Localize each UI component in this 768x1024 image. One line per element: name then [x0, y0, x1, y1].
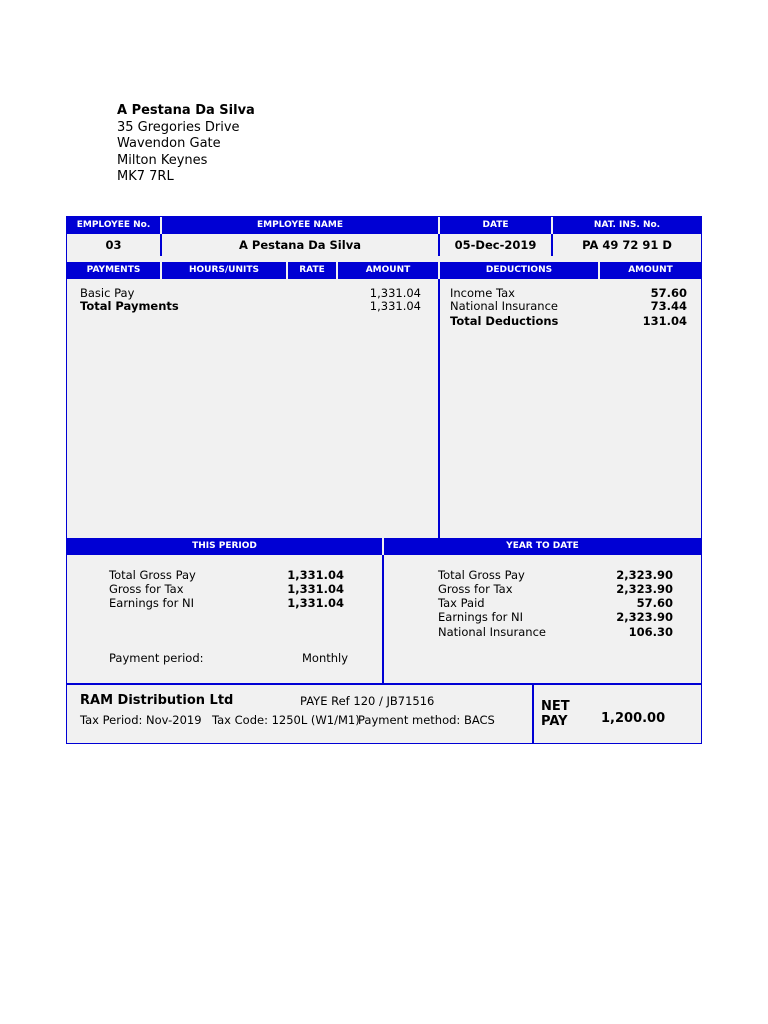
payment-period-label: Payment period:	[109, 651, 204, 665]
payslip	[66, 216, 702, 744]
hours-units-header: HOURS/UNITS	[162, 262, 286, 279]
basic-pay-label: Basic Pay	[80, 286, 135, 300]
address-line-3: Milton Keynes	[117, 152, 208, 168]
footer-divider	[67, 683, 701, 685]
address-line-1: 35 Gregories Drive	[117, 119, 240, 135]
employee-no-header: EMPLOYEE No.	[67, 217, 160, 234]
payment-period-value: Monthly	[302, 651, 349, 665]
tp-total-gross-amount: 1,331.04	[287, 568, 344, 582]
net-pay-amount: 1,200.00	[601, 711, 666, 726]
ytd-gross-for-tax-label: Gross for Tax	[438, 582, 513, 596]
this-period-header: THIS PERIOD	[67, 538, 382, 555]
tax-period: Tax Period: Nov-2019	[80, 713, 202, 727]
tp-earnings-ni-label: Earnings for NI	[109, 596, 195, 610]
nat-ins-header: NAT. INS. No.	[553, 217, 701, 234]
ytd-national-insurance-label: National Insurance	[438, 625, 546, 639]
ytd-total-gross-amount: 2,323.90	[616, 568, 673, 582]
ytd-earnings-ni-label: Earnings for NI	[438, 610, 524, 624]
divider	[382, 555, 384, 685]
ytd-total-gross-label: Total Gross Pay	[438, 568, 525, 582]
tp-gross-for-tax-amount: 1,331.04	[287, 582, 344, 596]
employee-name-header: EMPLOYEE NAME	[162, 217, 438, 234]
rate-header: RATE	[288, 262, 336, 279]
ytd-gross-for-tax-amount: 2,323.90	[616, 582, 673, 596]
employee-no-value: 03	[105, 238, 122, 252]
tp-total-gross-label: Total Gross Pay	[109, 568, 196, 582]
employee-name-value: A Pestana Da Silva	[239, 238, 361, 252]
ytd-tax-paid-label: Tax Paid	[438, 596, 485, 610]
income-tax-label: Income Tax	[450, 286, 515, 300]
income-tax-amount: 57.60	[650, 286, 687, 300]
paye-ref: PAYE Ref 120 / JB71516	[300, 694, 435, 708]
date-value: 05-Dec-2019	[454, 238, 537, 252]
total-deductions-label: Total Deductions	[450, 314, 559, 328]
ytd-tax-paid-amount: 57.60	[636, 596, 673, 610]
net-pay-label-line-1: NET	[541, 699, 570, 714]
payments-header: PAYMENTS	[67, 262, 160, 279]
tp-earnings-ni-amount: 1,331.04	[287, 596, 344, 610]
address-postcode: MK7 7RL	[117, 169, 174, 185]
nat-ins-value: PA 49 72 91 D	[582, 238, 672, 252]
total-deductions-amount: 131.04	[642, 314, 687, 328]
total-payments-amount: 1,331.04	[369, 299, 421, 313]
payments-amount-header: AMOUNT	[338, 262, 438, 279]
address-line-2: Wavendon Gate	[117, 136, 221, 152]
date-header: DATE	[440, 217, 551, 234]
address-name: A Pestana Da Silva	[117, 103, 255, 118]
company-name: RAM Distribution Ltd	[80, 693, 234, 708]
ytd-earnings-ni-amount: 2,323.90	[616, 610, 673, 624]
year-to-date-header: YEAR TO DATE	[384, 538, 701, 555]
divider	[438, 279, 440, 538]
tax-code: Tax Code: 1250L (W1/M1)	[212, 713, 360, 727]
net-pay-label-line-2: PAY	[541, 714, 568, 729]
employee-address	[117, 103, 255, 186]
national-insurance-amount: 73.44	[650, 299, 687, 313]
tp-gross-for-tax-label: Gross for Tax	[109, 582, 184, 596]
national-insurance-label: National Insurance	[450, 299, 558, 313]
deductions-header: DEDUCTIONS	[440, 262, 598, 279]
basic-pay-amount: 1,331.04	[369, 286, 421, 300]
total-payments-label: Total Payments	[80, 299, 179, 313]
deductions-amount-header: AMOUNT	[600, 262, 701, 279]
net-pay-divider	[532, 683, 534, 743]
ytd-national-insurance-amount: 106.30	[628, 625, 673, 639]
payment-method: Payment method: BACS	[358, 713, 495, 727]
